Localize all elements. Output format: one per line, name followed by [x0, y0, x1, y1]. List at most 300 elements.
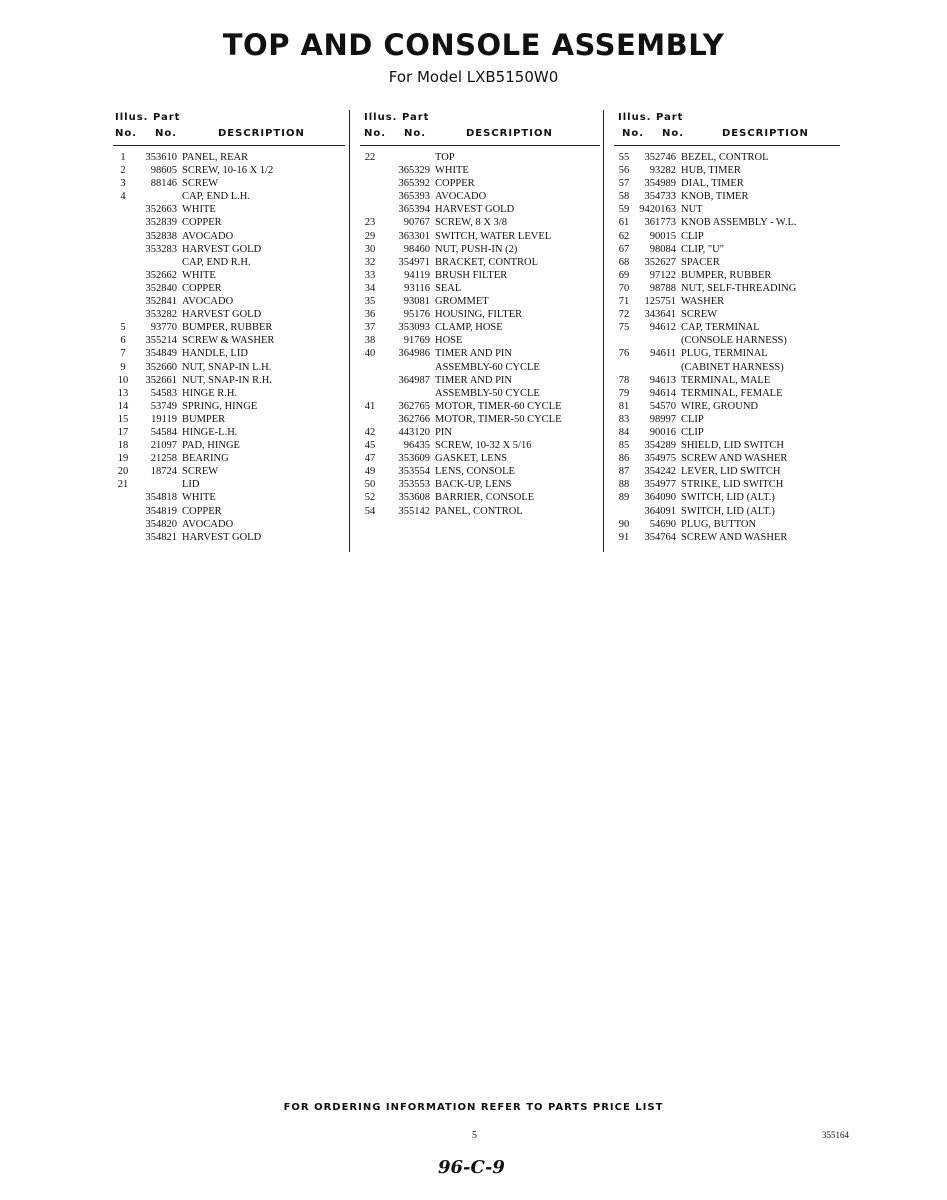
illus-number: [113, 203, 133, 216]
column-divider: [603, 110, 604, 552]
part-number: 363301: [398, 230, 430, 242]
illus-number: 41: [364, 400, 376, 412]
part-number: 352663: [145, 204, 177, 216]
illus-number: 67: [618, 243, 630, 255]
part-number: 353608: [398, 492, 430, 504]
part-description: SWITCH, WATER LEVEL: [435, 230, 552, 242]
part-number: 96435: [403, 440, 430, 452]
part-number: 364090: [644, 492, 676, 504]
part-number: 88146: [150, 178, 177, 190]
illus-number: 71: [618, 296, 630, 308]
part-row: [113, 308, 345, 321]
illus-number: 19: [117, 453, 129, 465]
part-number: 354849: [145, 348, 177, 360]
part-number: 361773: [644, 217, 676, 229]
part-number: 355142: [398, 505, 430, 517]
part-number: [634, 361, 681, 374]
illus-number: 50: [364, 479, 376, 491]
part-number: [133, 256, 182, 269]
part-row: [614, 256, 840, 269]
illus-number: 55: [618, 152, 630, 163]
illus-number: 7: [120, 348, 126, 360]
illus-number: 32: [364, 256, 376, 268]
illus-number: 5: [120, 322, 126, 334]
part-row: [614, 518, 840, 531]
part-description: HOSE: [435, 335, 463, 347]
part-number: 365393: [398, 191, 430, 203]
illus-number: 49: [364, 466, 376, 478]
part-description: HARVEST GOLD: [182, 243, 262, 255]
part-row: [113, 361, 345, 374]
part-row: [113, 230, 345, 243]
part-description: CLAMP, HOSE: [435, 322, 503, 334]
part-row: [113, 216, 345, 229]
part-description: SCREW: [182, 466, 219, 478]
part-description: HUB, TIMER: [681, 165, 741, 177]
part-number: 54570: [649, 400, 676, 412]
part-description: AVOCADO: [435, 191, 487, 203]
part-description: LID: [182, 479, 200, 491]
illus-number: 37: [364, 322, 376, 334]
part-description: PLUG, TERMINAL: [681, 348, 768, 360]
part-row: [614, 190, 840, 203]
document-code: 355164: [822, 1130, 849, 1140]
part-row: [614, 413, 840, 426]
part-number: 365329: [398, 165, 430, 177]
page-subtitle: For Model LXB5150W0: [388, 68, 559, 86]
part-row: [614, 308, 840, 321]
illus-number: [113, 518, 133, 531]
part-number: 90015: [649, 230, 676, 242]
part-number: 343641: [644, 309, 676, 321]
illus-number: 69: [618, 269, 630, 281]
part-number: 365392: [398, 178, 430, 190]
illus-number: 30: [364, 243, 376, 255]
part-row: [113, 478, 345, 491]
illus-number: 29: [364, 230, 376, 242]
part-description: BACK-UP, LENS: [435, 479, 512, 491]
part-row: [614, 439, 840, 452]
part-row: [360, 374, 600, 387]
part-row: [614, 531, 840, 544]
part-description: CLIP: [681, 230, 704, 242]
part-description: SCREW AND WASHER: [681, 453, 788, 465]
part-description: KNOB, TIMER: [681, 191, 749, 203]
part-row: [614, 334, 840, 347]
part-row: [113, 347, 345, 360]
part-row: [614, 216, 840, 229]
illus-number: 22: [364, 152, 376, 163]
part-description: DIAL, TIMER: [681, 178, 744, 190]
illus-number: 62: [618, 230, 630, 242]
illus-number: 1: [120, 152, 126, 163]
illus-number: 34: [364, 282, 376, 294]
part-description: BEZEL, CONTROL: [681, 152, 769, 163]
illus-number: 21: [117, 479, 129, 491]
part-number: 98605: [150, 165, 177, 177]
part-description: PANEL, REAR: [182, 152, 249, 163]
illus-number: 75: [618, 322, 630, 334]
part-number: [380, 151, 435, 164]
illus-number: 33: [364, 269, 376, 281]
part-number: 354818: [145, 492, 177, 504]
part-row: [360, 452, 600, 465]
illus-number: 58: [618, 191, 630, 203]
illus-number: 89: [618, 492, 630, 504]
part-number: 364091: [644, 505, 676, 517]
illus-number: 70: [618, 282, 630, 294]
part-number: 21097: [150, 440, 177, 452]
column-divider: [349, 110, 350, 552]
illus-number: 15: [117, 413, 129, 425]
description-header: DESCRIPTION: [466, 128, 553, 139]
part-row: [614, 400, 840, 413]
part-row: [113, 151, 345, 164]
part-row: [614, 177, 840, 190]
part-number: 9420163: [639, 204, 676, 216]
part-number: [133, 478, 182, 491]
part-row: [113, 400, 345, 413]
part-description: KNOB ASSEMBLY - W.L.: [681, 217, 797, 229]
illus-number: [113, 256, 133, 269]
part-row: [113, 413, 345, 426]
column-header: Illus. Part No. No. DESCRIPTION: [115, 112, 305, 139]
part-description: SCREW: [182, 178, 219, 190]
illus-number: 23: [364, 217, 376, 229]
part-row: [360, 151, 600, 164]
part-number: 362766: [398, 413, 430, 425]
part-description: SPRING, HINGE: [182, 400, 258, 412]
part-description: WHITE: [182, 492, 216, 504]
part-number: 353283: [145, 243, 177, 255]
part-row: [360, 243, 600, 256]
part-row: [360, 282, 600, 295]
parts-column-3: [614, 112, 840, 544]
illus-number: 83: [618, 413, 630, 425]
part-row: [614, 282, 840, 295]
part-row: [360, 308, 600, 321]
part-number: 93081: [403, 296, 430, 308]
illus-number: 3: [120, 178, 126, 190]
part-number: 53749: [150, 400, 177, 412]
part-description: BUMPER: [182, 413, 226, 425]
part-description: BRACKET, CONTROL: [435, 256, 539, 268]
illus-number: 2: [120, 165, 126, 177]
part-row: [360, 400, 600, 413]
part-number: 94613: [649, 374, 676, 386]
part-row: [360, 321, 600, 334]
illus-number: 14: [117, 400, 129, 412]
part-description: HARVEST GOLD: [182, 309, 262, 321]
part-row: [113, 321, 345, 334]
part-row: [360, 334, 600, 347]
part-number: 97122: [649, 269, 676, 281]
part-description: PANEL, CONTROL: [435, 505, 523, 517]
part-row: [113, 256, 345, 269]
part-description: ASSEMBLY-60 CYCLE: [435, 361, 540, 373]
part-description: BRUSH FILTER: [435, 269, 508, 281]
illus-number: [113, 269, 133, 282]
part-number: 354764: [644, 531, 676, 543]
part-number: 125751: [644, 296, 676, 308]
part-number: 94611: [650, 348, 676, 360]
part-description: NUT: [681, 204, 703, 216]
part-description: STRIKE, LID SWITCH: [681, 479, 784, 491]
part-description: (CABINET HARNESS): [681, 361, 784, 373]
part-number: 95176: [403, 309, 430, 321]
illus-number: 68: [618, 256, 630, 268]
illus-number: 45: [364, 440, 376, 452]
part-row: [113, 452, 345, 465]
part-row: [614, 321, 840, 334]
part-description: NUT, SNAP-IN R.H.: [182, 374, 272, 386]
parts-column-1: [113, 112, 345, 544]
part-description: WIRE, GROUND: [681, 400, 758, 412]
part-number: 443120: [398, 426, 430, 438]
part-description: LEVER, LID SWITCH: [681, 466, 781, 478]
part-description: HARVEST GOLD: [435, 204, 515, 216]
illus-number: [113, 531, 133, 544]
part-number: [133, 190, 182, 203]
part-row: [360, 269, 600, 282]
illus-number: [113, 308, 133, 321]
part-number: 19119: [151, 413, 177, 425]
part-description: SCREW, 8 X 3/8: [435, 217, 507, 229]
part-number: 352627: [644, 256, 676, 268]
illus-number: 61: [618, 217, 630, 229]
part-description: TIMER AND PIN: [435, 374, 513, 386]
illus-number: 90: [618, 518, 630, 530]
part-number: 353554: [398, 466, 430, 478]
part-number: 354971: [398, 256, 430, 268]
part-number: 54690: [649, 518, 676, 530]
part-number: [380, 387, 435, 400]
illus-number: [113, 295, 133, 308]
parts-list: [360, 151, 600, 518]
illus-number: 9: [120, 361, 126, 373]
illus-number: 85: [618, 440, 630, 452]
part-description: CLIP: [681, 413, 704, 425]
illus-number: 54: [364, 505, 376, 517]
illus-number: [113, 282, 133, 295]
part-number: [380, 361, 435, 374]
part-description: COPPER: [182, 505, 222, 517]
illus-number: [360, 387, 380, 400]
part-description: WHITE: [182, 204, 216, 216]
part-description: WHITE: [435, 165, 469, 177]
part-description: GROMMET: [435, 296, 489, 308]
illus-number: 78: [618, 374, 630, 386]
part-number: 353553: [398, 479, 430, 491]
part-row: [113, 269, 345, 282]
illus-number: 52: [364, 492, 376, 504]
part-description: GASKET, LENS: [435, 453, 508, 465]
part-row: [614, 347, 840, 360]
part-row: [360, 295, 600, 308]
illus-number: [360, 190, 380, 203]
part-number: 93770: [150, 322, 177, 334]
part-row: [614, 491, 840, 504]
part-number: 93282: [649, 165, 676, 177]
illus-number: [360, 413, 380, 426]
ordering-note: FOR ORDERING INFORMATION REFER TO PARTS PRICE LIST: [283, 1102, 664, 1113]
part-description: CAP, END R.H.: [182, 256, 251, 268]
illus-number: [113, 216, 133, 229]
part-description: SEAL: [435, 282, 462, 294]
illus-number: [614, 361, 634, 374]
part-row: [614, 374, 840, 387]
part-row: [614, 269, 840, 282]
part-description: CAP, TERMINAL: [681, 322, 760, 334]
illus-number: 88: [618, 479, 630, 491]
illus-number: [113, 243, 133, 256]
part-number: 354289: [644, 440, 676, 452]
part-row: [113, 177, 345, 190]
illus-number: 18: [117, 440, 129, 452]
part-number: 354819: [145, 505, 177, 517]
part-number: 18724: [150, 466, 177, 478]
part-row: [360, 256, 600, 269]
illus-number: 20: [117, 466, 129, 478]
part-number: 352661: [145, 374, 177, 386]
part-description: MOTOR, TIMER-50 CYCLE: [435, 413, 562, 425]
part-number: 362765: [398, 400, 430, 412]
illus-number: 35: [364, 296, 376, 308]
part-description: PAD, HINGE: [182, 440, 240, 452]
illus-number: [360, 177, 380, 190]
part-description: CLIP, "U": [681, 243, 724, 255]
illus-number: 42: [364, 426, 376, 438]
illus-number: 38: [364, 335, 376, 347]
part-row: [360, 491, 600, 504]
illus-number: [360, 374, 380, 387]
part-number: 94612: [649, 322, 676, 334]
part-description: TERMINAL, FEMALE: [681, 387, 783, 399]
part-number: 354242: [644, 466, 676, 478]
illus-number: 13: [117, 387, 129, 399]
illus-number: [113, 505, 133, 518]
part-number: 93116: [404, 282, 430, 294]
part-row: [614, 505, 840, 518]
part-description: ASSEMBLY-50 CYCLE: [435, 387, 540, 399]
part-row: [614, 230, 840, 243]
part-description: BUMPER, RUBBER: [182, 322, 273, 334]
description-header: DESCRIPTION: [722, 128, 809, 139]
part-row: [360, 216, 600, 229]
part-number: 54584: [150, 426, 177, 438]
part-row: [113, 465, 345, 478]
part-description: WASHER: [681, 296, 725, 308]
part-number: 354820: [145, 518, 177, 530]
illus-number: [113, 491, 133, 504]
illus-number: 76: [618, 348, 630, 360]
part-row: [113, 505, 345, 518]
part-row: [360, 426, 600, 439]
parts-column-2: [360, 112, 600, 518]
part-row: [360, 478, 600, 491]
part-row: [614, 243, 840, 256]
part-row: [360, 164, 600, 177]
part-description: PIN: [435, 426, 452, 438]
part-number: 94614: [649, 387, 676, 399]
part-description: NUT, SNAP-IN L.H.: [182, 361, 272, 373]
illus-number: 40: [364, 348, 376, 360]
part-description: SWITCH, LID (ALT.): [681, 492, 775, 504]
part-row: [614, 295, 840, 308]
part-description: HARVEST GOLD: [182, 531, 262, 543]
part-row: [614, 478, 840, 491]
illus-number: 36: [364, 309, 376, 321]
illus-number: 84: [618, 426, 630, 438]
part-row: [614, 465, 840, 478]
part-number: 90767: [403, 217, 430, 229]
part-row: [360, 439, 600, 452]
part-description: NUT, SELF-THREADING: [681, 282, 797, 294]
part-row: [614, 387, 840, 400]
part-number: 98460: [403, 243, 430, 255]
part-row: [360, 347, 600, 360]
part-description: PLUG, BUTTON: [681, 518, 757, 530]
illus-number: 4: [120, 191, 126, 203]
part-number: 352839: [145, 217, 177, 229]
illus-number: 10: [117, 374, 129, 386]
part-number: 354989: [644, 178, 676, 190]
part-number: 352840: [145, 282, 177, 294]
part-number: 354977: [644, 479, 676, 491]
illus-number: 56: [618, 165, 630, 177]
part-description: SWITCH, LID (ALT.): [681, 505, 775, 517]
part-number: 354975: [644, 453, 676, 465]
part-description: AVOCADO: [182, 296, 234, 308]
part-number: [634, 334, 681, 347]
part-description: CLIP: [681, 426, 704, 438]
part-row: [113, 518, 345, 531]
part-row: [113, 439, 345, 452]
part-row: [614, 426, 840, 439]
part-description: SCREW & WASHER: [182, 335, 275, 347]
illus-number: 57: [618, 178, 630, 190]
part-row: [360, 413, 600, 426]
part-number: 354733: [644, 191, 676, 203]
part-description: HINGE-L.H.: [182, 426, 238, 438]
part-row: [360, 505, 600, 518]
column-header: Illus. Part No. No. DESCRIPTION: [364, 112, 553, 139]
illus-number: [113, 230, 133, 243]
part-row: [360, 387, 600, 400]
part-row: [614, 361, 840, 374]
part-description: BARRIER, CONSOLE: [435, 492, 535, 504]
part-description: COPPER: [182, 282, 222, 294]
part-row: [360, 230, 600, 243]
part-description: HOUSING, FILTER: [435, 309, 523, 321]
part-row: [360, 361, 600, 374]
part-number: 364987: [398, 374, 430, 386]
part-row: [113, 295, 345, 308]
column-header: Illus. Part No. No. DESCRIPTION: [618, 112, 809, 139]
part-description: HINGE R.H.: [182, 387, 238, 399]
part-row: [113, 203, 345, 216]
part-row: [614, 151, 840, 164]
illus-number: 79: [618, 387, 630, 399]
part-row: [113, 531, 345, 544]
parts-list: [614, 151, 840, 544]
part-description: CAP, END L.H.: [182, 191, 250, 203]
part-description: TERMINAL, MALE: [681, 374, 771, 386]
part-row: [360, 465, 600, 478]
page-number: 5: [472, 1130, 477, 1141]
part-row: [113, 243, 345, 256]
part-number: 98788: [649, 282, 676, 294]
